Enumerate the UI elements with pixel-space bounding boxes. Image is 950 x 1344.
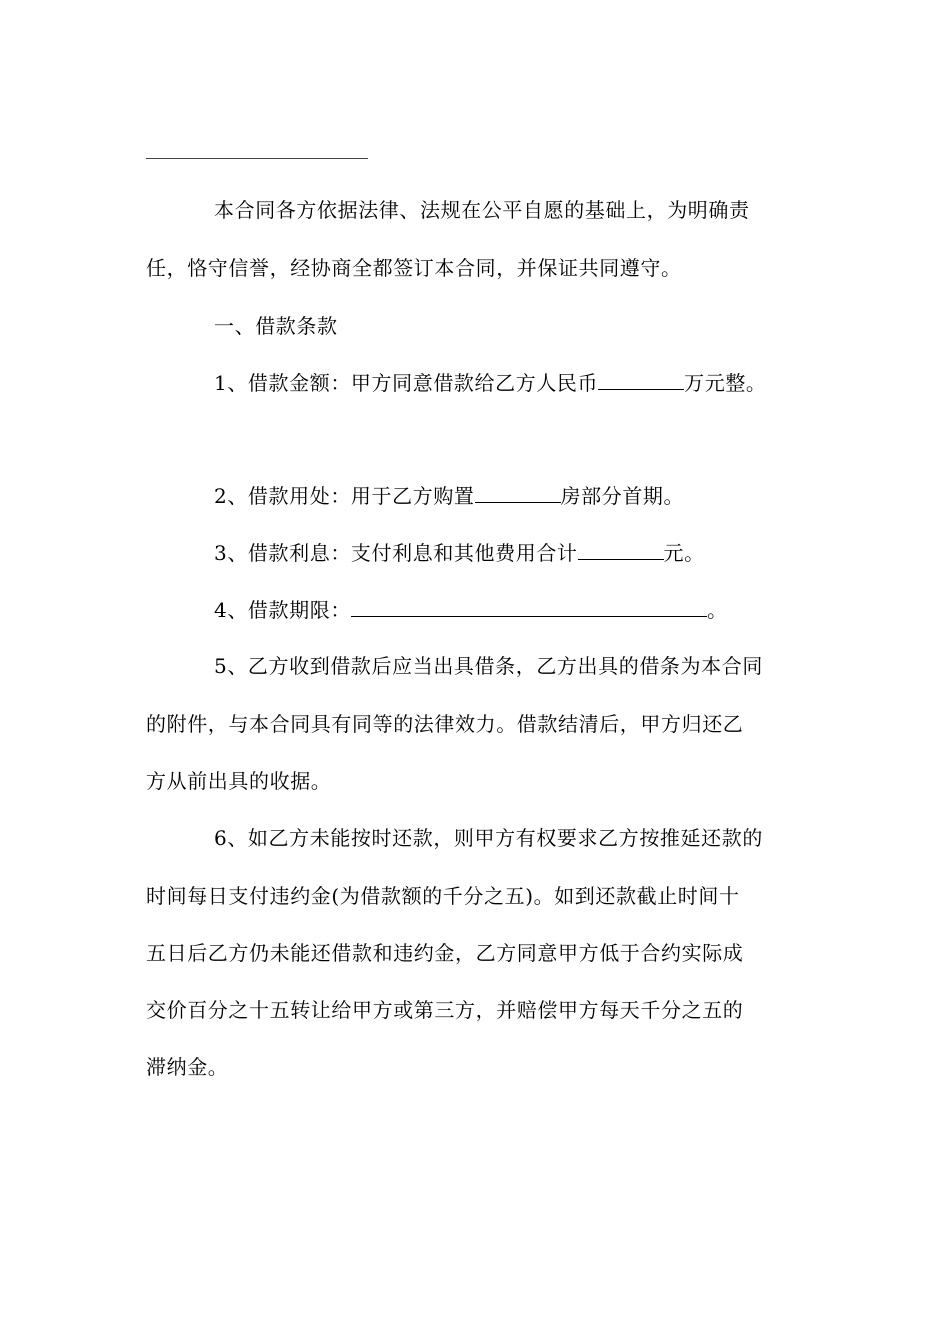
clause-1 <box>214 369 806 397</box>
clause-5-line-3: 方从前出具的收据。 <box>146 769 332 793</box>
clause-2-text: 2、借款用处：用于乙方购置 <box>214 484 475 508</box>
clause-4-text: 4、借款期限： <box>214 598 351 622</box>
clause-4 <box>214 596 806 624</box>
term-blank[interactable] <box>351 598 707 617</box>
clause-3 <box>214 539 806 567</box>
clause-6-line-3: 五日后乙方仍未能还借款和违约金，乙方同意甲方低于合约实际成 <box>146 941 744 965</box>
interest-blank[interactable] <box>578 541 664 560</box>
clause-2 <box>214 482 806 510</box>
clause-5-line-1: 5、乙方收到借款后应当出具借条，乙方出具的借条为本合同 <box>214 654 763 678</box>
clause-6-line-2: 时间每日支付违约金(为借款额的千分之五)。如到还款截止时间十 <box>146 884 740 908</box>
clause-5-line-2: 的附件，与本合同具有同等的法律效力。借款结清后，甲方归还乙 <box>146 712 744 736</box>
clause-1-suffix: 万元整。 <box>684 371 767 395</box>
clause-3-text: 3、借款利息：支付利息和其他费用合计 <box>214 541 578 565</box>
header-rule <box>146 158 368 159</box>
intro-line-1: 本合同各方依据法律、法规在公平自愿的基础上，为明确责 <box>214 198 750 222</box>
clause-2-suffix: 房部分首期。 <box>560 484 685 508</box>
section-title: 一、借款条款 <box>214 314 338 338</box>
clause-3-suffix: 元。 <box>663 541 705 565</box>
property-blank[interactable] <box>475 484 561 503</box>
clause-6-line-4: 交价百分之十五转让给甲方或第三方，并赔偿甲方每天千分之五的 <box>146 998 744 1022</box>
amount-blank[interactable] <box>598 371 684 390</box>
clause-4-suffix: 。 <box>706 598 728 622</box>
clause-6-line-1: 6、如乙方未能按时还款，则甲方有权要求乙方按推延还款的 <box>214 826 763 850</box>
clause-1-text: 1、借款金额：甲方同意借款给乙方人民币 <box>214 371 599 395</box>
clause-6-line-5: 滞纳金。 <box>146 1055 229 1079</box>
intro-line-2: 任，恪守信誉，经协商全都签订本合同，并保证共同遵守。 <box>146 256 682 280</box>
